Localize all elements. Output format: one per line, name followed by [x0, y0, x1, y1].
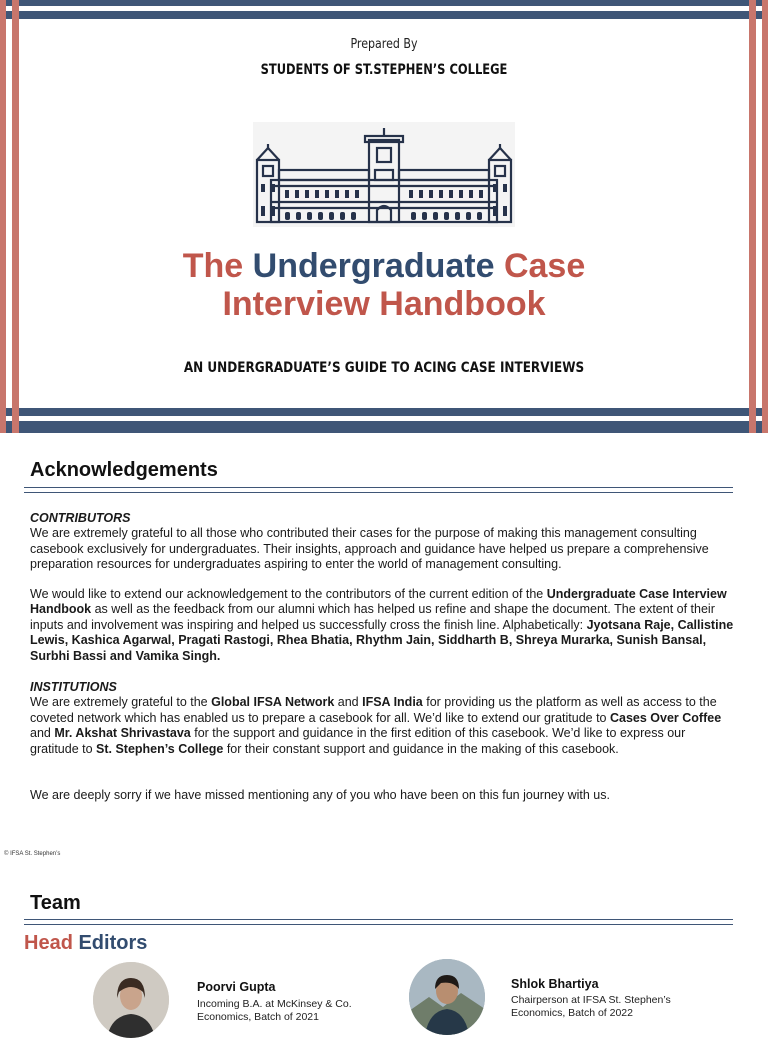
paragraph-text: for their constant support and guidance in the making of this casebook. — [223, 741, 619, 756]
member-role — [197, 998, 352, 1024]
org-name: Cases Over Coffee — [609, 710, 722, 725]
section-divider — [24, 487, 733, 493]
edition-contributors-paragraph — [30, 587, 735, 664]
member-role-line: Economics, Batch of 2022 — [511, 1007, 633, 1019]
contributor-names: Jyotsana Raje, Callistine Lewis, Kashica Agarwal, Pragati Rastogi, Rhea Bhatia, Rhythm Jain, Siddharth B, Shreya Murarka, Sunish Bansal, Surbhi Bassi and Vamika Singh. — [30, 617, 734, 663]
avatar — [93, 962, 169, 1038]
org-name: IFSA India — [362, 695, 423, 710]
paragraph-text: We are extremely grateful to the — [30, 695, 212, 710]
handbook-title-line2: Interview Handbook — [222, 285, 546, 323]
member-role-line: Chairperson at IFSA St. Stephen’s — [511, 994, 671, 1006]
cover-page — [0, 0, 768, 433]
head-editors-heading — [24, 932, 147, 955]
paragraph-text: for the support and guidance in the first edition of this casebook. We’d like to express our gratitude to — [30, 726, 686, 756]
org-name: Global IFSA Network — [211, 695, 335, 710]
handbook-title-line1 — [0, 246, 768, 286]
person-name: Mr. Akshat Shrivastava — [54, 726, 191, 741]
contributors-text: We are extremely grateful to all those who contributed their cases for the purpose of making this management consulting casebook exclusively for undergraduates. Their insights, approach and guidance have helped us prepare a comprehensive preparation resources for undergraduates aspiring to enter the world of management consulting. — [30, 526, 709, 572]
students-label: STUDENTS OF ST.STEPHEN’S COLLEGE — [260, 62, 508, 78]
prepared-by-label: Prepared By — [350, 37, 418, 52]
left-stripe — [0, 0, 6, 433]
institutions-label: INSTITUTIONS — [30, 680, 117, 694]
member-name: Shlok Bhartiya — [511, 977, 599, 991]
contributors-paragraph — [30, 511, 735, 573]
member-role — [511, 994, 671, 1020]
member-role-line: Economics, Batch of 2021 — [197, 1011, 319, 1023]
editors-word: Editors — [78, 932, 148, 954]
left-stripe — [12, 0, 19, 433]
member-name: Poorvi Gupta — [197, 980, 276, 994]
handbook-subtitle: AN UNDERGRADUATE’S GUIDE TO ACING CASE INTERVIEWS — [183, 360, 585, 376]
contributors-label: CONTRIBUTORS — [30, 511, 131, 525]
right-stripe — [762, 0, 768, 433]
paragraph-text: for providing us the platform as well as access to the coveted network which has enabled us to prepare a casebook for all. We’d like to extend our gratitude to — [30, 695, 717, 725]
head-word: Head — [24, 932, 73, 954]
title-word-the: The — [182, 247, 244, 285]
paragraph-text: and — [334, 695, 363, 710]
college-building-icon — [253, 122, 515, 227]
bottom-stripe — [0, 408, 768, 416]
top-stripe — [0, 11, 768, 19]
title-word-case: Case — [503, 247, 586, 285]
handbook-name: Undergraduate Case Interview Handbook — [30, 587, 727, 617]
right-stripe — [749, 0, 756, 433]
org-name: St. Stephen’s College — [96, 741, 224, 756]
title-word-undergraduate: Undergraduate — [252, 247, 495, 285]
paragraph-text: We would like to extend our acknowledgement to the contributors of the current edition of the — [30, 587, 547, 601]
team-heading: Team — [30, 892, 81, 914]
institutions-paragraph — [30, 680, 735, 757]
paragraph-text: and — [30, 726, 55, 741]
closing-note: We are deeply sorry if we have missed mentioning any of you who have been on this fun journey with us. — [30, 788, 610, 802]
member-role-line: Incoming B.A. at McKinsey & Co. — [197, 998, 352, 1010]
section-divider — [24, 919, 733, 925]
bottom-stripe — [0, 421, 768, 433]
copyright-notice: © IFSA St. Stephen’s — [4, 851, 61, 857]
paragraph-text: as well as the feedback from our alumni which has helped us refine and shape the document. The extent of their inputs and involvement was inspiring and helped us successfully cross the finish line. Alphabetically: — [30, 602, 715, 632]
top-stripe — [0, 0, 768, 6]
acknowledgements-heading: Acknowledgements — [30, 459, 218, 481]
